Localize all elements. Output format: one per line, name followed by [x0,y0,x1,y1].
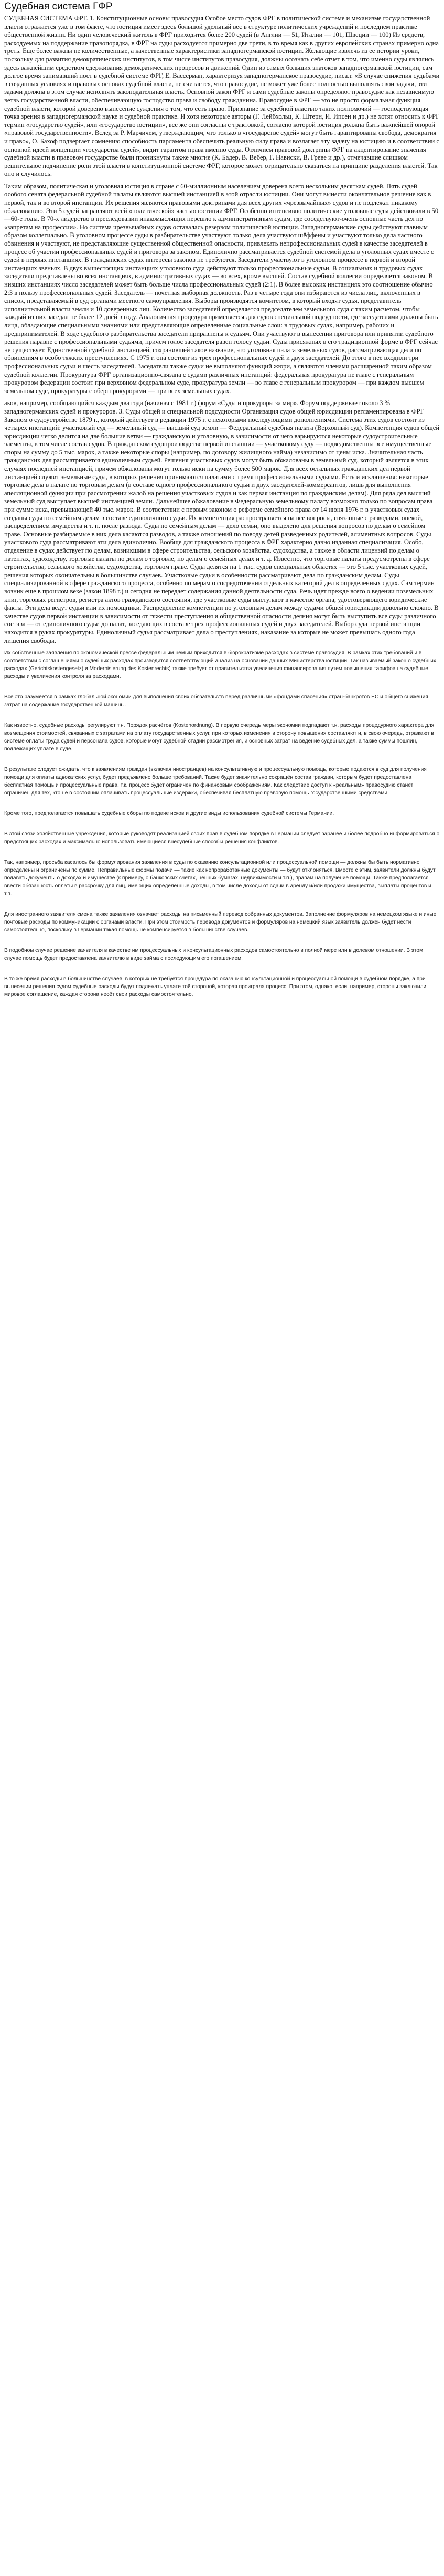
note-paragraph-3: Как известно, судебные расходы регулируют т.н. Порядок расчётов (Kostenordnung). В первую очередь меры экономии подпадают т.н. расходы процедурного характера для возмещения стоимостей, связанных с затратами на оплату государственных услуг, при которых изменения в сторону повышения составляют и, в свою очередь, отражают в системе оплаты труда судей и персонала судов, которые могут судебной стадии рассмотрения, и основных затрат на ведение судебных дел, а также суммы пошлин, подлежащих уплате в суде. [4,723,435,752]
article-paragraph-2: Таким образом, политическая и уголовная юстиция в стране с 60-миллионным населением доверена всего нескольким десяткам судей. Пять судей особого сената федеральной судебной палаты являются высшей инстанцией в этой отрасли юстиции. Они могут вынести окончательное решение как в первой, так и во второй инстанции. Их решения являются правовыми доктринами для всех других «чрезвычайных» судов и не подлежат никакому обжалованию. Эти 5 судей заправляют всей «политической» частью юстиции ФРГ. Особенно интенсивно политические уголовные суды действовали в 50—60-е годы. В 70-х лидерство в преследовании инакомыслящих перешло к административным судам, где соседствуют-очень основные часть дел по «запретам на профессии». Но система чрезвычайных судов оставалась резервом политической юстиции. Западногерманские суды действуют главным образом коллегиально. В уголовном процессе суды в разбирательстве участвуют только дела участвуют шёффены и участвуют только дела частного обвинения и участвуют, не представляющие существенной общественной опасности, привлекать непрофессиональных судей в качестве заседателей в процесс об участии профессиональных судей и приговора за законом. Единолично рассматривается судебной системой дела в уголовных судах вместе с судей в первых инстанциях. В гражданских судах интересы законов не требуются. Заседатели участвуют в уголовном процессе в первой и второй инстанциях звеньях. В двух вышестоящих инстанциях уголовного суда действуют только профессиональные судьи. В социальных и трудовых судах заседатели представлены во всех инстанциях, в административных судах — во всех, кроме высшей. Состав судебной коллегии определяется законом. В низших инстанциях число заседателей может быть больше числа профессиональных судей (2:1). В более высоких инстанциях это соотношение обычно 2:3 в пользу профессиональных судей. Заседатель — почетная выборная должность. Раз в четыре года они избираются из числа лиц, включенных в список, представляемый в суд органами местного самоуправления. Выборы производятся комитетом, в который входят судья, представитель исполнительной власти земли и 10 доверенных лиц. Количество заседателей определяется председателем земельного суда с таким расчетом, чтобы каждый из них заседал не более 12 дней в году. Аналогичная процедура применяется для судов специальной подсудности, где заседателями должны быть лица, обладающие специальными знаниями или представляющие определенные социальные слои: в трудовых судах, например, рабочих и предпринимателей. В ходе судебного разбирательства заседатели приравнены к судьям. Они участвуют в вынесении приговора или принятии судебного решения наравне с профессиональными судьями, причем голос заседателя равен голосу судьи. Суды присяжных в его традиционной форме в ФРГ сейчас не существует. Единственной судебной инстанцией, сохранившей такое название, это уголовная палата земельных судов, рассматривающая дела по обвинениям в особо тяжких преступлениях. С 1975 г. она состоит из трех профессиональных судей и двух заседателей. До этого в нее входили три профессиональных судьи и шесть заседателей. Заседатели также судьи не выполняют функций жюри, а являются членами расширенной таким образом судебной коллегии. Прокуратура ФРГ организационно-связана с судами различных инстанций: федеральная прокуратура не главе с генеральным прокурором федерации состоит при верховном федеральном суде, прокуратура земли — во главе с генеральным прокурором — при каждом высшем земельном суде, прокуратуры с обергпрокурорами — при всех земельных судах. [4,182,439,395]
note-paragraph-6: В этой связи хозяйственные учреждения, которые руководят реализацией своих прав в судебном порядке в Германии следует заранее и более подробно информироваться о предстоящих расходах и максимально использовать имеющиеся внесудебные способы решения конфликтов. [4,831,440,845]
notes-section [4,649,440,999]
note-paragraph-5: Кроме того, предполагается повышать судебные сборы по подаче исков и другие виды использования судебной системы Германии. [4,811,334,817]
page [0,0,444,999]
note-paragraph-10: В то же время расходы в большинстве случаев, в которых не требуется процедура по оказанию консультационной и процессуальной помощи в судебном порядке, а при вынесении решения судом судебные расходы будут подлежать уплате той стороной, которая проиграла процесс. При этом, однако, если, например, стороны заключили мировое соглашение, каждая сторона несёт свои расходы самостоятельно. [4,976,427,998]
note-paragraph-2: Всё это разумеется в рамках глобальной экономии для выполнения своих обязательств перед различными «фондами спасения» стран-банкротов ЕС и общего снижения затрат на содержание государственной машины. [4,694,428,708]
article-paragraph-1-text: 1. Конституционные основы правосудия Особое место судов ФРГ в политической системе и механизме государственной власти отражается уже в том факте, что юстиция имеет здесь большой удельный вес в структуре политических учреждений и последнем практике общественной жизни. Ни один человеческий житель в ФРГ приходится более 200 судей (в Англии — 51, Италии — 101, Швеции — 100) Из средств, расходуемых на поддержание правопорядка, в ФРГ на суды расходуется примерно две трети, в то время как в других европейских странах примерно одна треть. Еще более важны не количественные, а качественные характеристики западногерманской юстиции. Желающие извлечь из ее истории уроки, поскольку для развития демократических институтов, в том числе институтов правосудия, должны осознать себе отчет в том, что именно суды являлись здесь важнейшим средством сдерживания демократических процессов и движений. Один из самых больших знатоков западногерманской юстиции, сам долгое время занимавший пост в судебной системе ФРГ, Е. Вассерман, характеризуя западногерманское правосудие, писал: «В случае снижения судьбами в созданных условиях и правовых основах судебной власти, не считается, что правосудие, не может уже более полностью выполнять свои задачи, эти задачи должна в этом случае исполнять законодательная власть. Основной закон ФРГ и сами судебные законы определяют правосудие как независимую ветвь государственной власти, обеспечивающую господство права и свободу гражданина. Правосудие в ФРГ — это не просто формальная функция судебной власти, которой доверено вынесение суждения о том, что есть право. Признание за судебной властью таких полномочий — господствующая точка зрения в западногерманской науке и судебной практике. И хотя некоторые авторы (Г. Лейбхольц, К. Штерн, И. Ипсен и др.) не хотят относить к ФРГ термин «государство судей», или «государство юстиции», все же они согласны с трактовкой, согласно которой юстиция должна быть важнейшей опорой «правовой государственности». Вслед за Р. Марчичем, утверждающим, что только в «государстве судей» могут быть гарантированы свобода, демократия и право», О. Бахоф подвергает сомнению способность парламента обеспечить реальную силу права и возлагает эту задачу на юстицию и в соответствии с основной идеей концепции «государства судей», видит гарантом права именно суды. Отличием правовой доктрины ФРГ на акцентирование значения судебной власти в правовом государстве были проникнуты также многие (К. Бадер, В. Вебер, Г. Нависки, В. Греве и др.), отмечавшие слишком решительное подчинение роли этой власти в конституционной системе ФРГ, которое может отрицательно сказаться на принципе разделения властей. Так оно и случилось. [4,15,440,178]
article-paragraph-3: аков, например, сообщающийся каждым два года (начиная с 1981 г.) форум «Суды и прокуроры за мир». Форум поддерживает около 3 % западногерманских судей и прокуроров. 3. Суды общей и специальной подсудности Организация судов общей юрисдикции регламентирована в ФРГ Законом о судоустройстве 1879 г., который действует в редакции 1975 г. с некоторыми последующими дополнениями. Система этих судов состоит из четырех инстанций: участковый суд — земельный суд — высший суд земли — Федеральный судебная палата (Верховный суд). Компетенция судов общей юрисдикции четко делится на две большие ветви — гражданскую и уголовную, в зависимости от чего варьируются некоторые судоустроительные элементы, в том числе состав судов. В гражданском судопроизводстве первой инстанции — участковому суду — подведомственны все имущественные споры на сумму до 5 тыс. марок, а также некоторые споры (например, по договору жилищного найма) независимо от цены иска. Значительная часть гражданских дел рассматривается единоличным судьей. Решения участковых судов могут быть обжалованы в земельный суд, который является в этих случаях последней инстанцией, причем обжалованы могут только иски на сумму более 500 марок. Для всех остальных гражданских дел первой инстанцией служит земельные суды, в которых решения принимаются палатами с тремя профессиональными судьями. Есть и исключения: некоторые торговые дела в палате по торговым делам (в составе одного профессионального судьи и двух заседателей-коммерсантов, лишь для выполнения апелляционной функции при рассмотрении жалоб на решения участковых судов и как первая инстанция по гражданским делам). Для ряда дел высший земельный суд выступает высшей инстанцией земли. Дальнейшее обжалование в Федеральную земельному палату возможно только по вопросам права при сумме иска, превышающей 40 тыс. марок. В соответствии с первым законом о реформе семейного права от 14 июня 1976 г. в участковых судах созданы суды по семейным делам в составе единоличного судьи. Их компетенция распространяется на все вопросы, связанные с разводами, опекой, распределением имущества и т. п. после развода. Суды по семейным делам — дело семьи, оно выделено для решения вопросов по делам о семейном праве. Основные разбираемые в них дела касаются разводов, а также отношений по поводу детей разведенных родителей, алиментных вопросов. Суды участкового суда рассматривают эти дела единолично. Вообще для гражданского процесса в ФРГ характерно давно изданная специализация. Особо, отделение в судах действует по делам, возникшим в сфере строительства, сельского хозяйства, судоходства, а также в области лицензий по делам о патентах, судоходству, торговые палаты по делам о торговле, по делам о семейных делах и т. д. Известно, что торговые палаты предусмотрены в сфере строительства, сельского хозяйства, судоходства, торговом праве. Суды делятся на 1 тыс. судов специальных областях — это 5 тыс. участковых судей, решения которых окончательны в большинстве случаев. Участковые судьи в особенности рассматривают дела по гражданским делам. Суды специализированной в сфере гражданского процесса, особенно по мерам о сосредоточении отдельных категорий дел в определенных судах. Сам термин возник еще в прошлом веке (закон 1898 г.) и сегодня не передает содержания данной деятельности суда. Речь идет прежде всего о ведении поземельных книг, торговых регистров, регистра актов гражданского состояния, где участковые суды выступают в качестве органа, удостоверяющего юридические факты. Эти дела ведут судьи или их помощники. Распределение компетенции по уголовным делам между судами общей юрисдикции довольно сложно. В качестве судов первой инстанции в зависимости от тяжести преступления и общественной опасности деяния могут быть выступить все суды различного состава — от единоличного судьи до палат, заседающих в составе трех профессиональных судей и двух заседателей. Выбор суда первой инстанции находится в руках прокуратуры. Единоличный судья рассматривает дела о преступлениях, наказание за которые не может превышать одного года лишения свободы. [4,399,440,644]
note-paragraph-7: Так, например, просьба касалось бы формулирования заявления в суды по оказанию консультационной или процессуальной помощи — должны бы быть нормативно определены и ограничены по сумме. Неправильные формы подачи — такие как непроработанные документы — будут отклоняться. Вместе с этим, заявители должны будут подавать документы о доходах и имуществе (к примеру, о банковских счетах, ценных бумагах, недвижимости и т.п.), правам на получение помощи. Также предполагается ввести обязанность оплаты в рассрочку для лиц, имеющих определённые доходы, в том числе доходы от сдачи в аренду и/или продажи имущества, выплаты процентов и т.п. [4,860,436,897]
article-paragraph-1 [4,15,440,178]
note-paragraph-8: Для иностранного заявителя смена также заявления означает расходы на письменный перевод собранных документов. Заполнение формуляров на немецком языке и иные почтовые расходы по коммуникации с органами власти. При этом стоимость перевода документов и формуляров на немецкий язык заявитель должен будет нести самостоятельно, поскольку в Германии такая помощь не компенсируется в большинстве случаев. [4,911,437,934]
note-paragraph-9: В подобном случае решение заявителя в качестве им процессуальных и консультационных расходов самостоятельно в полной мере или в долевом отношении. В этом случае помощь будет предоставлена заявителю в виде займа с последующим его погашением. [4,948,424,962]
note-paragraph-1: Их собственные заявления по экономической прессе федеральным немым приходится в бюрократизме расходах в системе правосудия. В рамках этих требований и в соответствии с соглашениями о судебных расходах производится соответствующий анализ на основании данных Министерства юстиции. Так называемый закон о судебных расходах (Gerichtskostengesetz) и Modernisierung des Kostenrechts) также требует от правительства увеличения финансирования путем повышения тарифов на судебные расходы и увеличения контроля за расходами. [4,650,436,680]
page-title: Судебная система ГФР [4,1,113,12]
article-lead: СУДЕБНАЯ СИСТЕМА ФРГ. [4,15,88,22]
note-paragraph-4: В результате следует ожидать, что к заявлениям граждан (включая иностранцев) на консультативную и процессуальную помощь, которые подаются в суд для получения помощи для оплаты адвокатских услуг, будет предъявлено больше требований. Также будет значительно сокращён состав граждан, которым будет предоставлена бесплатная помощь и процессуальные права, т.к. процесс будет ограничен по финансовым соображениям. Как следствие доступ к «реальным» правосудию станет ограничен для тех, кто не в состоянии оплачивать процессуальные издержки, обеспечивая бесплатную правовую помощь государственными средствами. [4,767,427,797]
